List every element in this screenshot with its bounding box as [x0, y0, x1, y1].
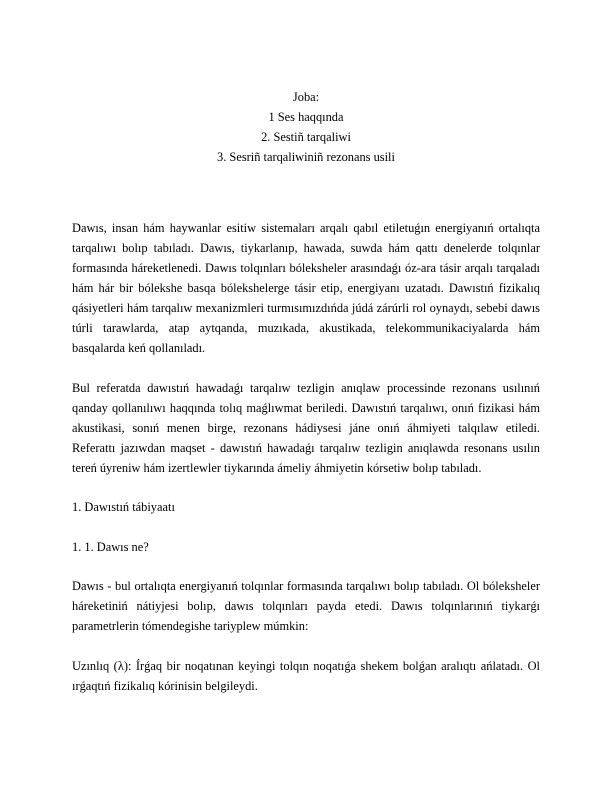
plan-title: Joba: [292, 90, 320, 104]
plan-block [72, 87, 540, 167]
wavelength-paragraph: Uzınlıq (λ): Írǵaq bir noqatınan keyingi tolqın noqatıǵa shekem bolǵan aralıqtı ańlatadı. Ol ırǵaqtıń fizikalıq kórinisin belgileydi. [72, 658, 540, 693]
plan-item-3: 3. Sesriñ tarqaliwiniñ rezonans usili [217, 150, 395, 164]
purpose-paragraph: Bul referatda dawıstıń hawadaǵı tarqalıw tezligin anıqlaw processinde rezonans usılınıń qanday qollanılıwı haqqında tolıq maǵlıwmat beriledi. Dawıstıń tarqalıwı, onıń fizikasi hám akustikasi, sonıń menen birge, rezonans hádiysesi jáne onıń áhmiyeti talqılaw etiledi. Referattı jazıwdan maqset - dawıstıń hawadaǵı tarqalıw tezligin anıqlawda resonans usılın tereń úyreniw hám izertlewler tiykarında ámeliy áhmiyetin kórsetiw bolıp tabıladı. [72, 380, 540, 475]
definition-paragraph: Dawıs - bul ortalıqta energiyanıń tolqınlar formasında tarqalıwı bolıp tabıladı. Ol bóleksheler háreketiniń nátiyjesi bolıp, dawıs tolqınları payda etedi. Dawıs tolqınlarınıń tiykarǵı parametrlerin tómendegishe tariyplew múmkin: [72, 579, 540, 633]
document-body [72, 218, 540, 715]
subsection-heading: 1. 1. Dawıs ne? [72, 539, 149, 554]
intro-paragraph: Dawıs, insan hám haywanlar esitiw sistemaları arqalı qabıl etiletuǵın energiyanıń ortalıqta tarqalıwı bolıp tabıladı. Dawıs, tiykarlanıp, hawada, suwda hám qattı denelerde tolqınlar formasında háreketlenedi. Dawıs tolqınları bóleksheler arasındaǵı óz-ara tásir arqalı tarqaladı hám hár bir bólekshe basqa bólekshelerge tásir etip, energiyanı uzatadı. Dawıstıń fizikalıq qásiyetleri hám tarqalıw mexanizmleri turmısımızdıńda júdá zárúrli rol oynaydı, sebebi dawıs túrli tarawlarda, atap aytqanda, muzıkada, akustikada, telekommunikaciyalarda hám basqalarda keń qollanıladı. [72, 221, 540, 355]
section-heading: 1. Dawıstıń tábiyaatı [72, 500, 175, 514]
plan-item-2: 2. Sestiñ tarqaliwi [261, 130, 351, 144]
plan-item-1: 1 Ses haqqında [268, 110, 344, 124]
